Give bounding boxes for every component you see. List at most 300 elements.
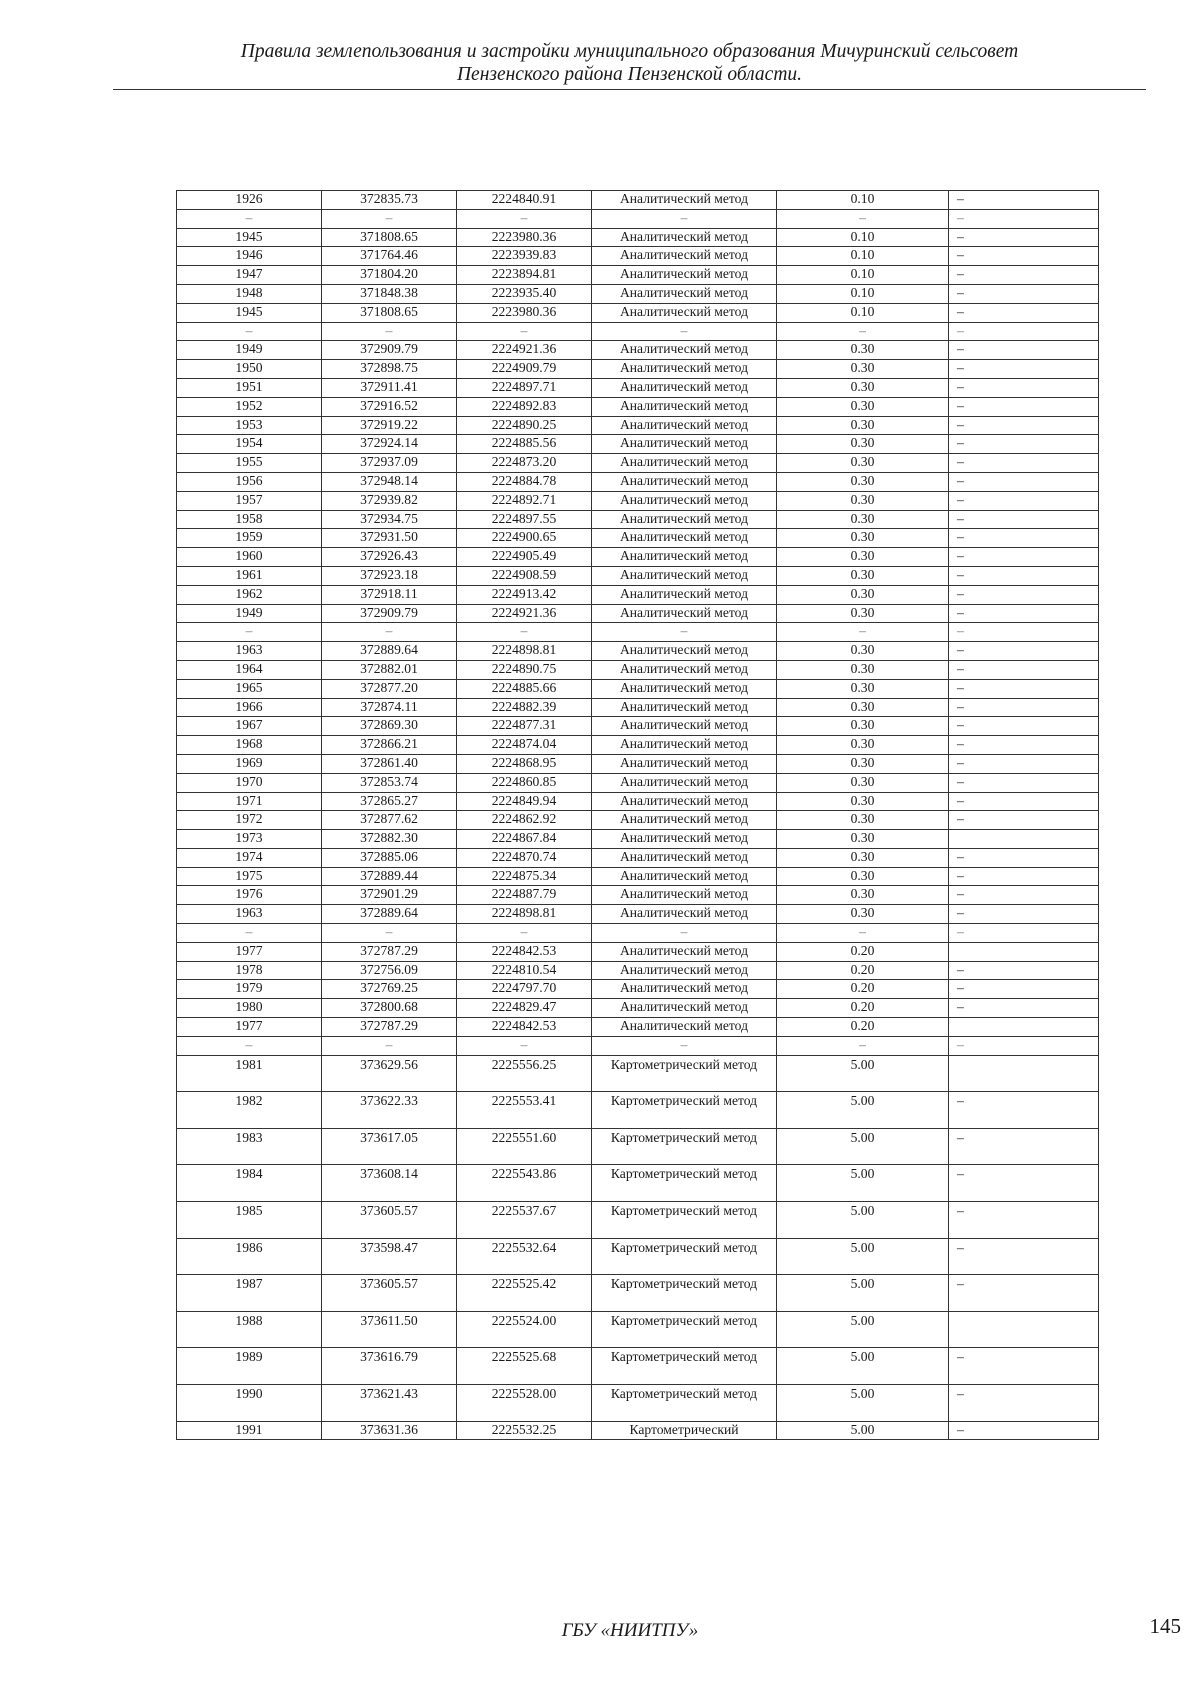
- y-coordinate-cell: 2225532.64: [457, 1238, 592, 1275]
- accuracy-cell: 5.00: [777, 1421, 949, 1440]
- note-cell: –: [949, 924, 1099, 943]
- accuracy-cell: 0.30: [777, 604, 949, 623]
- table-row: [177, 303, 1099, 322]
- point-number-cell: 1946: [177, 247, 322, 266]
- note-cell: –: [949, 1238, 1099, 1275]
- note-cell: [949, 1311, 1099, 1348]
- x-coordinate-cell: 373621.43: [322, 1385, 457, 1422]
- point-number-cell: 1978: [177, 961, 322, 980]
- point-number-cell: 1964: [177, 660, 322, 679]
- y-coordinate-cell: 2224887.79: [457, 886, 592, 905]
- note-cell: –: [949, 566, 1099, 585]
- method-cell: Аналитический метод: [592, 341, 777, 360]
- table-row: [177, 792, 1099, 811]
- point-number-cell: 1988: [177, 1311, 322, 1348]
- method-cell: Картометрический метод: [592, 1202, 777, 1239]
- x-coordinate-cell: 373608.14: [322, 1165, 457, 1202]
- y-coordinate-cell: 2225556.25: [457, 1055, 592, 1092]
- table-row: [177, 1018, 1099, 1037]
- x-coordinate-cell: 372853.74: [322, 773, 457, 792]
- point-number-cell: 1961: [177, 566, 322, 585]
- note-cell: –: [949, 679, 1099, 698]
- table-row: [177, 623, 1099, 642]
- x-coordinate-cell: 372918.11: [322, 585, 457, 604]
- y-coordinate-cell: 2223980.36: [457, 228, 592, 247]
- accuracy-cell: 0.30: [777, 792, 949, 811]
- note-cell: –: [949, 717, 1099, 736]
- method-cell: Аналитический метод: [592, 642, 777, 661]
- note-cell: –: [949, 266, 1099, 285]
- note-cell: [949, 1055, 1099, 1092]
- method-cell: Аналитический метод: [592, 491, 777, 510]
- x-coordinate-cell: 373629.56: [322, 1055, 457, 1092]
- accuracy-cell: 0.30: [777, 736, 949, 755]
- point-number-cell: 1972: [177, 811, 322, 830]
- method-cell: Аналитический метод: [592, 228, 777, 247]
- y-coordinate-cell: 2224868.95: [457, 754, 592, 773]
- method-cell: Аналитический метод: [592, 360, 777, 379]
- method-cell: Картометрический метод: [592, 1348, 777, 1385]
- method-cell: Картометрический метод: [592, 1092, 777, 1129]
- accuracy-cell: 0.30: [777, 642, 949, 661]
- point-number-cell: 1977: [177, 1018, 322, 1037]
- accuracy-cell: 0.30: [777, 660, 949, 679]
- method-cell: Картометрический: [592, 1421, 777, 1440]
- method-cell: Аналитический метод: [592, 698, 777, 717]
- note-cell: –: [949, 792, 1099, 811]
- point-number-cell: 1990: [177, 1385, 322, 1422]
- method-cell: –: [592, 623, 777, 642]
- accuracy-cell: 0.30: [777, 510, 949, 529]
- accuracy-cell: 0.30: [777, 529, 949, 548]
- x-coordinate-cell: 371804.20: [322, 266, 457, 285]
- x-coordinate-cell: 372889.64: [322, 642, 457, 661]
- accuracy-cell: 0.30: [777, 698, 949, 717]
- y-coordinate-cell: –: [457, 322, 592, 341]
- note-cell: –: [949, 1092, 1099, 1129]
- accuracy-cell: 0.10: [777, 247, 949, 266]
- method-cell: Картометрический метод: [592, 1238, 777, 1275]
- coordinates-table: [176, 190, 1099, 1440]
- point-number-cell: 1977: [177, 942, 322, 961]
- point-number-cell: 1956: [177, 472, 322, 491]
- x-coordinate-cell: 372916.52: [322, 397, 457, 416]
- point-number-cell: 1945: [177, 228, 322, 247]
- x-coordinate-cell: 371764.46: [322, 247, 457, 266]
- page-header: [113, 40, 1146, 86]
- note-cell: [949, 942, 1099, 961]
- accuracy-cell: –: [777, 322, 949, 341]
- point-number-cell: 1969: [177, 754, 322, 773]
- note-cell: –: [949, 754, 1099, 773]
- method-cell: Аналитический метод: [592, 867, 777, 886]
- note-cell: –: [949, 980, 1099, 999]
- x-coordinate-cell: 372898.75: [322, 360, 457, 379]
- method-cell: Аналитический метод: [592, 247, 777, 266]
- table-row: [177, 435, 1099, 454]
- table-row: [177, 905, 1099, 924]
- point-number-cell: 1958: [177, 510, 322, 529]
- y-coordinate-cell: 2224897.71: [457, 378, 592, 397]
- note-cell: –: [949, 435, 1099, 454]
- method-cell: –: [592, 322, 777, 341]
- y-coordinate-cell: 2224921.36: [457, 341, 592, 360]
- table-row: [177, 1348, 1099, 1385]
- note-cell: –: [949, 454, 1099, 473]
- point-number-cell: –: [177, 1036, 322, 1055]
- accuracy-cell: 0.30: [777, 566, 949, 585]
- table-row: [177, 1385, 1099, 1422]
- point-number-cell: 1962: [177, 585, 322, 604]
- y-coordinate-cell: 2225543.86: [457, 1165, 592, 1202]
- note-cell: –: [949, 341, 1099, 360]
- x-coordinate-cell: 372911.41: [322, 378, 457, 397]
- accuracy-cell: 0.20: [777, 999, 949, 1018]
- accuracy-cell: –: [777, 623, 949, 642]
- accuracy-cell: 0.30: [777, 360, 949, 379]
- accuracy-cell: 0.30: [777, 378, 949, 397]
- y-coordinate-cell: 2225525.42: [457, 1275, 592, 1312]
- method-cell: Аналитический метод: [592, 830, 777, 849]
- table-row: [177, 548, 1099, 567]
- method-cell: Аналитический метод: [592, 566, 777, 585]
- point-number-cell: 1976: [177, 886, 322, 905]
- accuracy-cell: –: [777, 924, 949, 943]
- x-coordinate-cell: 372787.29: [322, 942, 457, 961]
- table-row: [177, 1202, 1099, 1239]
- y-coordinate-cell: 2224892.71: [457, 491, 592, 510]
- point-number-cell: 1967: [177, 717, 322, 736]
- y-coordinate-cell: 2224875.34: [457, 867, 592, 886]
- x-coordinate-cell: 372874.11: [322, 698, 457, 717]
- method-cell: Аналитический метод: [592, 397, 777, 416]
- method-cell: –: [592, 1036, 777, 1055]
- table-row: [177, 209, 1099, 228]
- note-cell: –: [949, 604, 1099, 623]
- table-row: [177, 642, 1099, 661]
- note-cell: –: [949, 228, 1099, 247]
- x-coordinate-cell: 373605.57: [322, 1202, 457, 1239]
- y-coordinate-cell: –: [457, 623, 592, 642]
- point-number-cell: 1985: [177, 1202, 322, 1239]
- table-row: [177, 961, 1099, 980]
- y-coordinate-cell: –: [457, 924, 592, 943]
- method-cell: –: [592, 924, 777, 943]
- method-cell: Аналитический метод: [592, 191, 777, 210]
- x-coordinate-cell: 372866.21: [322, 736, 457, 755]
- method-cell: Аналитический метод: [592, 792, 777, 811]
- x-coordinate-cell: 371808.65: [322, 228, 457, 247]
- y-coordinate-cell: 2224842.53: [457, 942, 592, 961]
- note-cell: –: [949, 642, 1099, 661]
- table-row: [177, 830, 1099, 849]
- x-coordinate-cell: 372909.79: [322, 341, 457, 360]
- y-coordinate-cell: 2223894.81: [457, 266, 592, 285]
- y-coordinate-cell: 2224882.39: [457, 698, 592, 717]
- y-coordinate-cell: 2224870.74: [457, 848, 592, 867]
- method-cell: Картометрический метод: [592, 1385, 777, 1422]
- table-row: [177, 1092, 1099, 1129]
- point-number-cell: 1950: [177, 360, 322, 379]
- method-cell: Аналитический метод: [592, 266, 777, 285]
- x-coordinate-cell: 372931.50: [322, 529, 457, 548]
- x-coordinate-cell: 372919.22: [322, 416, 457, 435]
- x-coordinate-cell: 372937.09: [322, 454, 457, 473]
- y-coordinate-cell: 2223935.40: [457, 284, 592, 303]
- table-row: [177, 999, 1099, 1018]
- method-cell: Картометрический метод: [592, 1275, 777, 1312]
- table-row: [177, 754, 1099, 773]
- method-cell: Аналитический метод: [592, 604, 777, 623]
- table-row: [177, 416, 1099, 435]
- table-row: [177, 472, 1099, 491]
- y-coordinate-cell: 2225525.68: [457, 1348, 592, 1385]
- note-cell: –: [949, 191, 1099, 210]
- table-row: [177, 397, 1099, 416]
- x-coordinate-cell: 372926.43: [322, 548, 457, 567]
- note-cell: –: [949, 548, 1099, 567]
- method-cell: Картометрический метод: [592, 1128, 777, 1165]
- y-coordinate-cell: 2224885.66: [457, 679, 592, 698]
- y-coordinate-cell: 2224909.79: [457, 360, 592, 379]
- y-coordinate-cell: 2224874.04: [457, 736, 592, 755]
- y-coordinate-cell: 2224885.56: [457, 435, 592, 454]
- accuracy-cell: 0.30: [777, 491, 949, 510]
- point-number-cell: 1966: [177, 698, 322, 717]
- accuracy-cell: 5.00: [777, 1275, 949, 1312]
- method-cell: Аналитический метод: [592, 886, 777, 905]
- point-number-cell: 1982: [177, 1092, 322, 1129]
- table-row: [177, 360, 1099, 379]
- accuracy-cell: 0.30: [777, 867, 949, 886]
- table-row: [177, 1165, 1099, 1202]
- method-cell: Аналитический метод: [592, 754, 777, 773]
- point-number-cell: 1955: [177, 454, 322, 473]
- x-coordinate-cell: 372939.82: [322, 491, 457, 510]
- accuracy-cell: 0.10: [777, 228, 949, 247]
- accuracy-cell: 5.00: [777, 1311, 949, 1348]
- y-coordinate-cell: –: [457, 209, 592, 228]
- table-row: [177, 1311, 1099, 1348]
- accuracy-cell: 5.00: [777, 1202, 949, 1239]
- y-coordinate-cell: 2224898.81: [457, 905, 592, 924]
- point-number-cell: 1983: [177, 1128, 322, 1165]
- coordinates-table-body: [177, 191, 1099, 1440]
- point-number-cell: 1953: [177, 416, 322, 435]
- point-number-cell: 1971: [177, 792, 322, 811]
- method-cell: Аналитический метод: [592, 999, 777, 1018]
- point-number-cell: –: [177, 209, 322, 228]
- method-cell: Аналитический метод: [592, 848, 777, 867]
- accuracy-cell: 5.00: [777, 1055, 949, 1092]
- method-cell: Аналитический метод: [592, 717, 777, 736]
- point-number-cell: –: [177, 924, 322, 943]
- x-coordinate-cell: 371848.38: [322, 284, 457, 303]
- x-coordinate-cell: 372934.75: [322, 510, 457, 529]
- note-cell: –: [949, 999, 1099, 1018]
- table-row: [177, 510, 1099, 529]
- x-coordinate-cell: 372756.09: [322, 961, 457, 980]
- accuracy-cell: 0.30: [777, 548, 949, 567]
- accuracy-cell: 0.30: [777, 886, 949, 905]
- note-cell: –: [949, 773, 1099, 792]
- accuracy-cell: 0.20: [777, 942, 949, 961]
- method-cell: Аналитический метод: [592, 529, 777, 548]
- y-coordinate-cell: –: [457, 1036, 592, 1055]
- method-cell: Аналитический метод: [592, 585, 777, 604]
- point-number-cell: 1954: [177, 435, 322, 454]
- y-coordinate-cell: 2223939.83: [457, 247, 592, 266]
- table-row: [177, 679, 1099, 698]
- table-row: [177, 736, 1099, 755]
- y-coordinate-cell: 2224897.55: [457, 510, 592, 529]
- accuracy-cell: 5.00: [777, 1348, 949, 1385]
- x-coordinate-cell: –: [322, 623, 457, 642]
- table-row: [177, 773, 1099, 792]
- note-cell: –: [949, 736, 1099, 755]
- accuracy-cell: 5.00: [777, 1385, 949, 1422]
- method-cell: Аналитический метод: [592, 378, 777, 397]
- note-cell: –: [949, 510, 1099, 529]
- header-line-2: Пензенского района Пензенской области.: [456, 64, 803, 85]
- note-cell: –: [949, 867, 1099, 886]
- y-coordinate-cell: 2224842.53: [457, 1018, 592, 1037]
- note-cell: –: [949, 472, 1099, 491]
- point-number-cell: 1973: [177, 830, 322, 849]
- accuracy-cell: –: [777, 209, 949, 228]
- method-cell: Аналитический метод: [592, 905, 777, 924]
- point-number-cell: –: [177, 623, 322, 642]
- y-coordinate-cell: 2224890.75: [457, 660, 592, 679]
- table-row: [177, 604, 1099, 623]
- note-cell: –: [949, 1036, 1099, 1055]
- point-number-cell: 1975: [177, 867, 322, 886]
- note-cell: –: [949, 416, 1099, 435]
- x-coordinate-cell: 372869.30: [322, 717, 457, 736]
- note-cell: –: [949, 397, 1099, 416]
- table-row: [177, 1128, 1099, 1165]
- y-coordinate-cell: 2224840.91: [457, 191, 592, 210]
- x-coordinate-cell: 372800.68: [322, 999, 457, 1018]
- note-cell: –: [949, 811, 1099, 830]
- note-cell: –: [949, 1385, 1099, 1422]
- y-coordinate-cell: 2225524.00: [457, 1311, 592, 1348]
- note-cell: –: [949, 848, 1099, 867]
- accuracy-cell: 0.20: [777, 980, 949, 999]
- note-cell: –: [949, 660, 1099, 679]
- accuracy-cell: 0.10: [777, 191, 949, 210]
- note-cell: –: [949, 322, 1099, 341]
- method-cell: Аналитический метод: [592, 736, 777, 755]
- point-number-cell: 1974: [177, 848, 322, 867]
- table-row: [177, 529, 1099, 548]
- table-row: [177, 717, 1099, 736]
- x-coordinate-cell: 372882.01: [322, 660, 457, 679]
- x-coordinate-cell: 372901.29: [322, 886, 457, 905]
- header-divider: [113, 89, 1146, 90]
- point-number-cell: 1960: [177, 548, 322, 567]
- footer-organization: ГБУ «НИИТПУ»: [561, 1620, 699, 1641]
- note-cell: [949, 830, 1099, 849]
- accuracy-cell: 0.30: [777, 679, 949, 698]
- accuracy-cell: 5.00: [777, 1238, 949, 1275]
- accuracy-cell: 0.30: [777, 905, 949, 924]
- table-row: [177, 341, 1099, 360]
- method-cell: Аналитический метод: [592, 811, 777, 830]
- point-number-cell: 1949: [177, 604, 322, 623]
- accuracy-cell: 0.30: [777, 454, 949, 473]
- table-row: [177, 698, 1099, 717]
- x-coordinate-cell: 372865.27: [322, 792, 457, 811]
- table-row: [177, 191, 1099, 210]
- table-row: [177, 942, 1099, 961]
- point-number-cell: 1952: [177, 397, 322, 416]
- y-coordinate-cell: 2225551.60: [457, 1128, 592, 1165]
- accuracy-cell: 0.30: [777, 754, 949, 773]
- point-number-cell: 1970: [177, 773, 322, 792]
- accuracy-cell: 5.00: [777, 1092, 949, 1129]
- point-number-cell: 1949: [177, 341, 322, 360]
- method-cell: –: [592, 209, 777, 228]
- method-cell: Аналитический метод: [592, 942, 777, 961]
- x-coordinate-cell: 373631.36: [322, 1421, 457, 1440]
- method-cell: Аналитический метод: [592, 679, 777, 698]
- y-coordinate-cell: 2224860.85: [457, 773, 592, 792]
- x-coordinate-cell: 372877.62: [322, 811, 457, 830]
- x-coordinate-cell: 372889.64: [322, 905, 457, 924]
- y-coordinate-cell: 2223980.36: [457, 303, 592, 322]
- y-coordinate-cell: 2225537.67: [457, 1202, 592, 1239]
- accuracy-cell: 0.10: [777, 266, 949, 285]
- method-cell: Аналитический метод: [592, 548, 777, 567]
- header-line-1: Правила землепользования и застройки муниципального образования Мичуринский сельсовет: [240, 41, 1019, 62]
- page-number: 145: [1149, 1614, 1181, 1638]
- accuracy-cell: 5.00: [777, 1128, 949, 1165]
- accuracy-cell: 0.30: [777, 397, 949, 416]
- y-coordinate-cell: 2224905.49: [457, 548, 592, 567]
- note-cell: –: [949, 961, 1099, 980]
- point-number-cell: 1963: [177, 642, 322, 661]
- y-coordinate-cell: 2224900.65: [457, 529, 592, 548]
- x-coordinate-cell: 372877.20: [322, 679, 457, 698]
- point-number-cell: 1989: [177, 1348, 322, 1385]
- y-coordinate-cell: 2224884.78: [457, 472, 592, 491]
- point-number-cell: 1991: [177, 1421, 322, 1440]
- method-cell: Картометрический метод: [592, 1055, 777, 1092]
- accuracy-cell: 0.30: [777, 341, 949, 360]
- point-number-cell: 1987: [177, 1275, 322, 1312]
- note-cell: [949, 1018, 1099, 1037]
- point-number-cell: 1926: [177, 191, 322, 210]
- note-cell: –: [949, 1165, 1099, 1202]
- note-cell: –: [949, 378, 1099, 397]
- table-row: [177, 811, 1099, 830]
- table-row: [177, 924, 1099, 943]
- table-row: [177, 867, 1099, 886]
- method-cell: Картометрический метод: [592, 1165, 777, 1202]
- note-cell: –: [949, 360, 1099, 379]
- method-cell: Аналитический метод: [592, 303, 777, 322]
- accuracy-cell: –: [777, 1036, 949, 1055]
- note-cell: –: [949, 209, 1099, 228]
- y-coordinate-cell: 2224908.59: [457, 566, 592, 585]
- method-cell: Аналитический метод: [592, 773, 777, 792]
- x-coordinate-cell: 372787.29: [322, 1018, 457, 1037]
- accuracy-cell: 0.30: [777, 717, 949, 736]
- note-cell: –: [949, 491, 1099, 510]
- table-row: [177, 1421, 1099, 1440]
- y-coordinate-cell: 2224797.70: [457, 980, 592, 999]
